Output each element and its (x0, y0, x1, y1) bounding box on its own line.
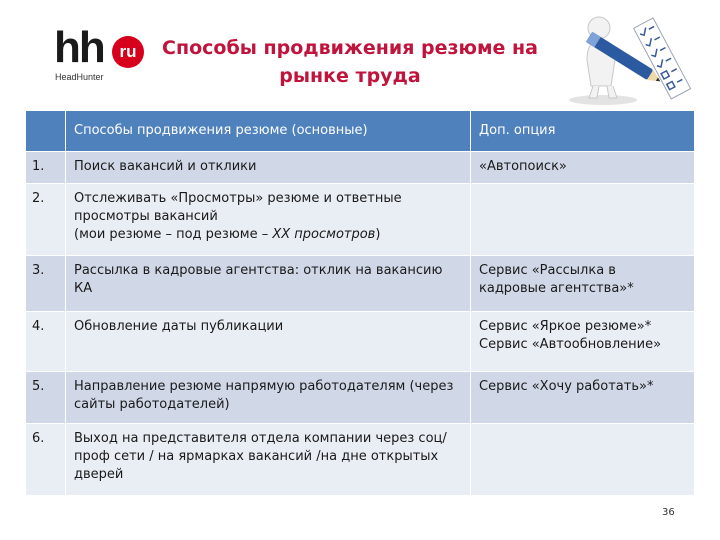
row-option (471, 424, 695, 496)
table-row (26, 256, 695, 312)
row-method-cell (66, 184, 471, 256)
header-option: Доп. опция (471, 111, 695, 152)
table-row (26, 184, 695, 256)
headhunter-logo (54, 23, 144, 82)
row-number: 5. (26, 372, 66, 424)
page-number: 36 (662, 507, 675, 518)
logo-ru-badge: ru (112, 36, 144, 68)
row-number: 4. (26, 312, 66, 372)
note-italic: XX просмотров (272, 227, 376, 242)
note-suffix: ) (375, 227, 381, 242)
row-option: Сервис «Хочу работать»* (471, 372, 695, 424)
row-option: Сервис «Рассылка в кадровые агентства»* (471, 256, 695, 312)
row-method: Направление резюме напрямую работодателям (через сайты работодателей) (66, 372, 471, 424)
header-number (26, 111, 66, 152)
row-method: Обновление даты публикации (66, 312, 471, 372)
row-option: Сервис «Яркое резюме»* (479, 319, 652, 334)
row-number: 2. (26, 184, 66, 256)
row-number: 1. (26, 152, 66, 184)
row-option: «Автопоиск» (471, 152, 695, 184)
table-row (26, 152, 695, 184)
slide-title: Способы продвижения резюме на рынке труда (162, 37, 538, 87)
row-method: Рассылка в кадровые агентства: отклик на вакансию КА (66, 256, 471, 312)
table-row (26, 312, 695, 372)
promotion-methods-table (25, 110, 695, 496)
row-method: Поиск вакансий и отклики (66, 152, 471, 184)
person-with-pencil-checklist-icon (563, 8, 695, 108)
table-row (26, 424, 695, 496)
row-option (471, 184, 695, 256)
row-option-cell (471, 312, 695, 372)
row-option-2: Сервис «Автообновление» (479, 337, 662, 352)
note-prefix: (мои резюме – под резюме – (74, 227, 273, 242)
row-number: 6. (26, 424, 66, 496)
row-number: 3. (26, 256, 66, 312)
logo-hh-text: hh (54, 23, 104, 72)
logo-subtitle: HeadHunter (55, 72, 104, 82)
row-method: Выход на представителя отдела компании через соц/проф сети / на ярмарках вакансий /на дне открытых дверей (66, 424, 471, 496)
table-header-row (26, 111, 695, 152)
header-method: Способы продвижения резюме (основные) (66, 111, 471, 152)
row-method-note (74, 226, 462, 244)
table-row (26, 372, 695, 424)
row-method: Отслеживать «Просмотры» резюме и ответные просмотры вакансий (74, 191, 402, 224)
